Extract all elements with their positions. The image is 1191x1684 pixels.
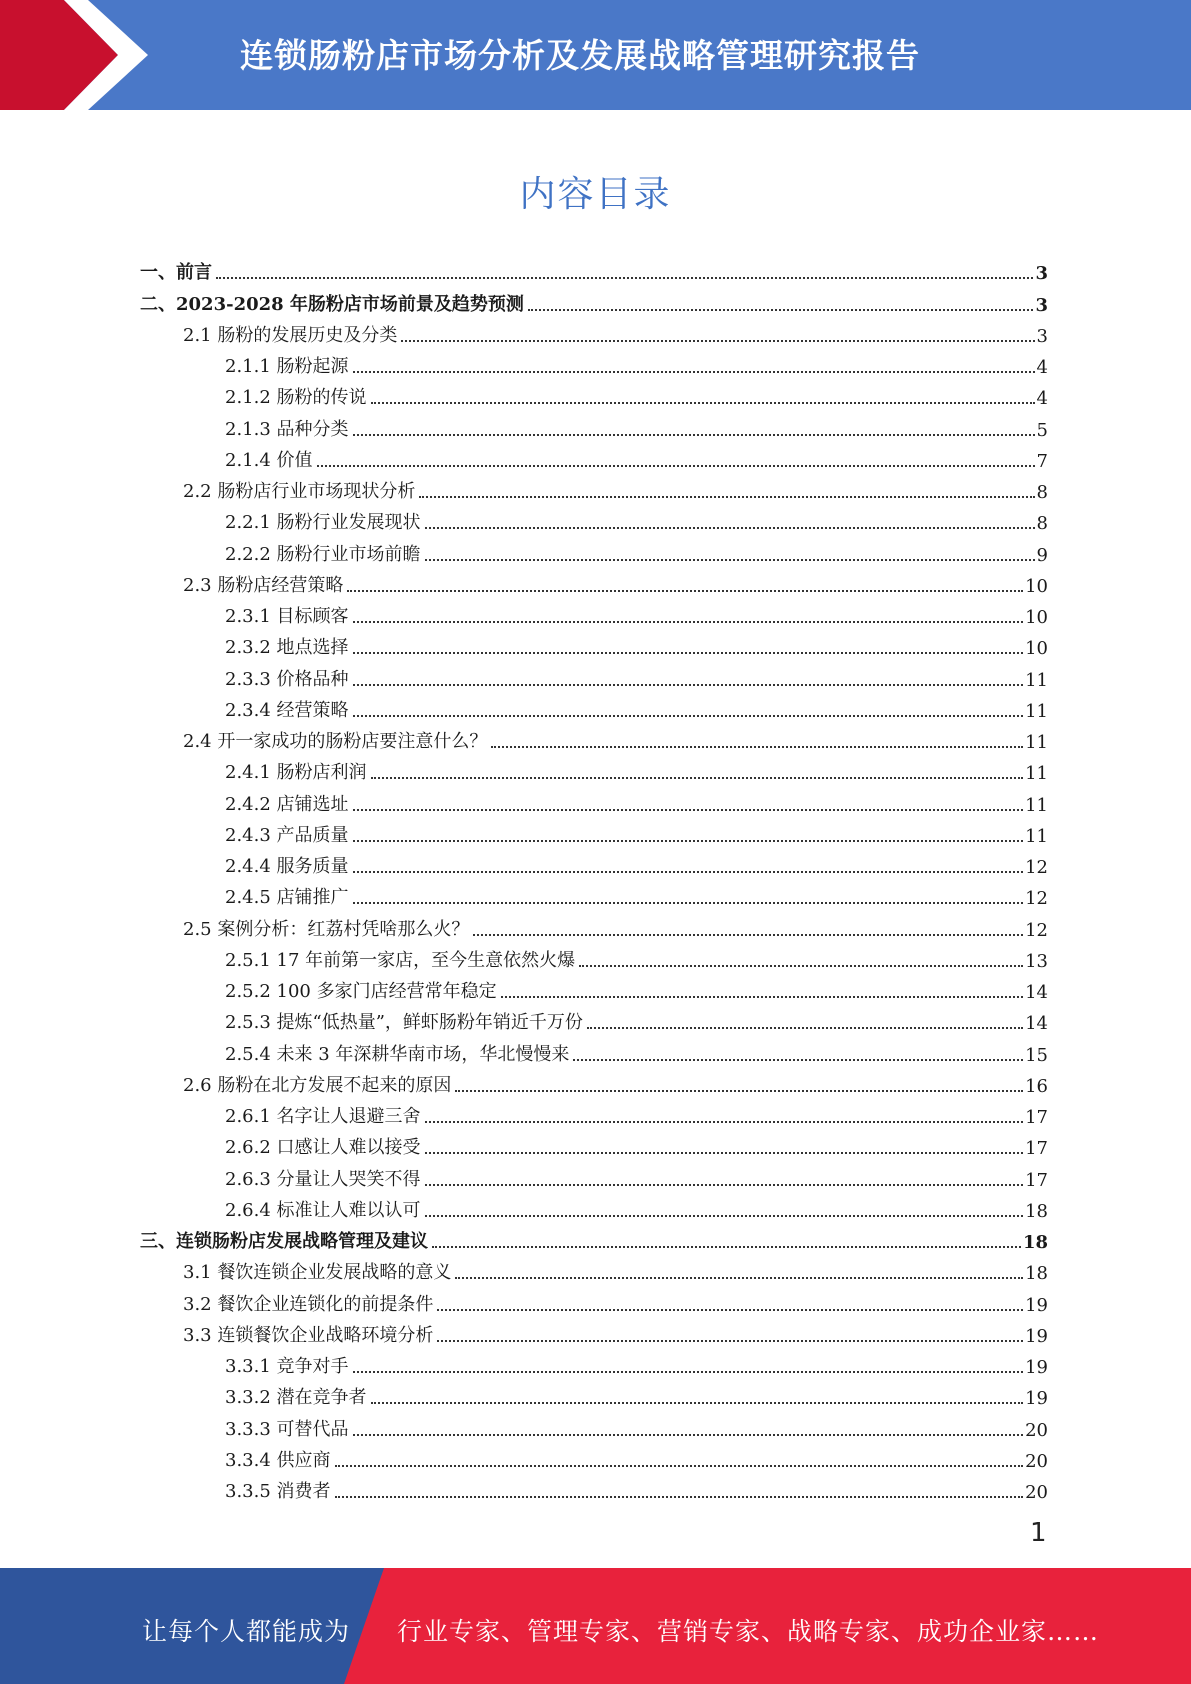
toc-entry-page: 3 <box>1035 294 1048 316</box>
toc-entry-page: 20 <box>1025 1419 1048 1441</box>
toc-entry[interactable] <box>140 1284 1048 1315</box>
toc-entry[interactable] <box>140 784 1048 815</box>
toc-dot-leader <box>353 434 1035 436</box>
toc-dot-leader <box>353 840 1024 842</box>
toc-dot-leader <box>353 809 1024 811</box>
toc-dot-leader <box>437 1340 1023 1342</box>
toc-entry-label: 2.1.4 价值 <box>225 449 313 471</box>
toc-entry[interactable] <box>140 1347 1048 1378</box>
toc-entry-label: 2.1.3 品种分类 <box>225 418 349 440</box>
toc-entry-page: 12 <box>1025 857 1048 878</box>
toc-entry[interactable] <box>140 378 1048 409</box>
toc-entry-label: 2.3.4 经营策略 <box>225 699 349 721</box>
toc-entry-label: 2.5.4 未来 3 年深耕华南市场，华北慢慢来 <box>225 1043 570 1065</box>
toc-entry[interactable] <box>140 1441 1048 1472</box>
toc-dot-leader <box>347 590 1023 592</box>
toc-entry-page: 18 <box>1022 1232 1048 1253</box>
toc-entry[interactable] <box>140 1253 1048 1284</box>
toc-entry-page: 11 <box>1025 794 1048 816</box>
header-banner <box>0 0 1191 110</box>
toc-entry-label: 2.4.1 肠粉店利润 <box>225 762 367 784</box>
toc-entry-page: 8 <box>1036 513 1048 535</box>
toc-entry-page: 11 <box>1025 763 1048 785</box>
toc-entry[interactable] <box>140 753 1048 784</box>
toc-entry-label: 2.5.2 100 多家门店经营常年稳定 <box>225 981 497 1002</box>
toc-dot-leader <box>587 1027 1023 1029</box>
toc-entry-label: 2.6 肠粉在北方发展不起来的原因 <box>183 1074 452 1096</box>
toc-entry[interactable] <box>140 1066 1048 1097</box>
toc-entry-page: 10 <box>1025 607 1048 628</box>
toc-entry-label: 2.4.2 店铺选址 <box>225 793 349 815</box>
toc-entry-page: 4 <box>1036 388 1048 410</box>
toc-entry-page: 16 <box>1025 1075 1048 1097</box>
toc-entry[interactable] <box>140 659 1048 690</box>
toc-entry-page: 4 <box>1036 357 1048 378</box>
toc-entry[interactable] <box>140 1003 1048 1034</box>
toc-entry[interactable] <box>140 1097 1048 1128</box>
toc-entry[interactable] <box>140 1034 1048 1065</box>
toc-dot-leader <box>401 340 1034 342</box>
toc-entry-page: 3 <box>1035 263 1048 285</box>
toc-entry[interactable] <box>140 472 1048 503</box>
toc-dot-leader <box>432 1246 1021 1248</box>
toc-entry-page: 11 <box>1025 825 1048 847</box>
toc-dot-leader <box>317 465 1035 467</box>
toc-entry[interactable] <box>140 909 1048 940</box>
footer-banner <box>0 1568 1191 1684</box>
report-title: 连锁肠粉店市场分析及发展战略管理研究报告 <box>240 36 920 75</box>
toc-entry[interactable] <box>140 534 1048 565</box>
toc-entry-page: 10 <box>1025 638 1048 660</box>
toc-entry-label: 3.3 连锁餐饮企业战略环境分析 <box>183 1324 434 1346</box>
toc-entry-page: 17 <box>1025 1107 1048 1128</box>
toc-entry-page: 10 <box>1025 575 1048 597</box>
toc-entry-label: 2.4 开一家成功的肠粉店要注意什么？ <box>183 731 488 752</box>
toc-dot-leader <box>491 746 1023 748</box>
toc-entry-label: 2.5.3 提炼“低热量”，鲜虾肠粉年销近千万份 <box>225 1012 583 1034</box>
toc-entry[interactable] <box>140 722 1048 753</box>
toc-entry-label: 2.3.1 目标顾客 <box>225 606 349 627</box>
toc-dot-leader <box>335 1465 1024 1467</box>
toc-entry-label: 2.5.1 17 年前第一家店，至今生意依然火爆 <box>225 949 576 971</box>
toc-dot-leader <box>353 902 1024 904</box>
toc-dot-leader <box>353 371 1035 373</box>
toc-dot-leader <box>437 1309 1023 1311</box>
toc-entry-label: 2.4.4 服务质量 <box>225 856 349 877</box>
toc-entry-page: 20 <box>1025 1450 1048 1472</box>
toc-dot-leader <box>425 1215 1024 1217</box>
toc-entry-page: 18 <box>1025 1263 1048 1285</box>
toc-entry[interactable] <box>140 1472 1048 1503</box>
toc-entry-label: 2.3 肠粉店经营策略 <box>183 574 344 596</box>
toc-entry-label: 3.2 餐饮企业连锁化的前提条件 <box>183 1293 434 1315</box>
toc-dot-leader <box>353 1371 1024 1373</box>
toc-entry[interactable] <box>140 878 1048 909</box>
toc-heading: 内容目录 <box>519 174 672 215</box>
toc-entry[interactable] <box>140 847 1048 878</box>
toc-entry[interactable] <box>140 972 1048 1003</box>
toc-dot-leader <box>353 621 1024 623</box>
toc-entry-page: 12 <box>1025 888 1048 910</box>
toc-entry-label: 3.3.1 竞争对手 <box>225 1356 349 1377</box>
toc-entry-label: 二、2023-2028 年肠粉店市场前景及趋势预测 <box>140 293 524 315</box>
toc-dot-leader <box>371 402 1035 404</box>
toc-entry-page: 19 <box>1025 1388 1048 1410</box>
toc-entry-label: 2.4.3 产品质量 <box>225 824 349 846</box>
toc-entry-page: 14 <box>1025 982 1048 1003</box>
toc-entry[interactable] <box>140 1159 1048 1190</box>
toc-entry-label: 一、前言 <box>140 262 212 284</box>
header-chevron-logo <box>0 0 160 110</box>
toc-entry-label: 2.1.1 肠粉起源 <box>225 356 349 377</box>
toc-dot-leader <box>353 652 1024 654</box>
toc-dot-leader <box>473 934 1023 936</box>
toc-dot-leader <box>353 871 1024 873</box>
toc-dot-leader <box>579 965 1023 967</box>
toc-entry-page: 11 <box>1025 732 1048 753</box>
toc-entry-page: 7 <box>1036 450 1048 472</box>
toc-entry-page: 5 <box>1036 419 1048 441</box>
toc-entry-label: 3.3.2 潜在竞争者 <box>225 1387 367 1409</box>
toc-entry-page: 20 <box>1025 1482 1048 1503</box>
toc-entry[interactable] <box>140 566 1048 597</box>
toc-dot-leader <box>353 684 1024 686</box>
toc-entry-label: 3.3.4 供应商 <box>225 1449 331 1471</box>
toc-entry-label: 2.3.2 地点选择 <box>225 637 349 659</box>
toc-entry[interactable] <box>140 816 1048 847</box>
page-number: 1 <box>1030 1518 1047 1548</box>
toc-entry-page: 15 <box>1025 1044 1048 1066</box>
toc-dot-leader <box>425 1152 1024 1154</box>
toc-entry-page: 8 <box>1036 482 1048 503</box>
toc-dot-leader <box>419 496 1034 498</box>
toc-entry[interactable] <box>140 1409 1048 1440</box>
toc-entry-page: 19 <box>1025 1294 1048 1316</box>
toc-entry-label: 2.3.3 价格品种 <box>225 668 349 690</box>
toc-entry[interactable] <box>140 503 1048 534</box>
toc-entry-page: 3 <box>1036 325 1048 347</box>
toc-dot-leader <box>371 1402 1024 1404</box>
toc-entry-page: 17 <box>1025 1138 1048 1160</box>
toc-entry-page: 11 <box>1025 700 1048 722</box>
toc-dot-leader <box>216 277 1033 279</box>
toc-entry[interactable] <box>140 1378 1048 1409</box>
toc-dot-leader <box>425 1121 1024 1123</box>
toc-dot-leader <box>455 1090 1023 1092</box>
toc-entry-label: 2.2.2 肠粉行业市场前瞻 <box>225 543 421 565</box>
toc-entry-label: 2.4.5 店铺推广 <box>225 887 349 909</box>
table-of-contents <box>140 253 1048 1503</box>
toc-entry-label: 3.3.5 消费者 <box>225 1481 331 1502</box>
toc-entry-page: 9 <box>1036 544 1048 566</box>
toc-dot-leader <box>353 1434 1024 1436</box>
footer-slogan-right: 行业专家、管理专家、营销专家、战略专家、成功企业家…… <box>397 1617 1100 1646</box>
toc-entry[interactable] <box>140 628 1048 659</box>
toc-entry-label: 2.6.3 分量让人哭笑不得 <box>225 1168 421 1190</box>
toc-entry-label: 三、连锁肠粉店发展战略管理及建议 <box>140 1231 428 1252</box>
toc-entry-label: 2.6.1 名字让人退避三舍 <box>225 1106 421 1127</box>
toc-entry[interactable] <box>140 441 1048 472</box>
toc-dot-leader <box>335 1496 1024 1498</box>
toc-entry[interactable] <box>140 409 1048 440</box>
toc-entry-label: 3.1 餐饮连锁企业发展战略的意义 <box>183 1262 452 1284</box>
toc-entry[interactable] <box>140 1191 1048 1222</box>
toc-entry-label: 2.2 肠粉店行业市场现状分析 <box>183 481 416 502</box>
toc-entry-page: 19 <box>1025 1357 1048 1378</box>
toc-dot-leader <box>528 309 1034 311</box>
toc-entry[interactable] <box>140 1316 1048 1347</box>
toc-dot-leader <box>425 527 1035 529</box>
toc-entry-label: 2.1.2 肠粉的传说 <box>225 387 367 409</box>
toc-dot-leader <box>425 1184 1024 1186</box>
toc-dot-leader <box>455 1277 1023 1279</box>
toc-entry[interactable] <box>140 316 1048 347</box>
toc-entry[interactable] <box>140 1222 1048 1253</box>
toc-entry[interactable] <box>140 284 1048 315</box>
toc-entry-label: 2.6.2 口感让人难以接受 <box>225 1137 421 1159</box>
toc-entry-label: 2.2.1 肠粉行业发展现状 <box>225 512 421 534</box>
toc-entry-label: 3.3.3 可替代品 <box>225 1418 349 1440</box>
toc-dot-leader <box>501 996 1023 998</box>
toc-entry-label: 2.1 肠粉的发展历史及分类 <box>183 324 398 346</box>
toc-dot-leader <box>371 777 1024 779</box>
toc-entry[interactable] <box>140 1128 1048 1159</box>
toc-entry[interactable] <box>140 253 1048 284</box>
toc-entry-page: 19 <box>1025 1325 1048 1347</box>
toc-entry-page: 12 <box>1025 919 1048 941</box>
toc-dot-leader <box>573 1059 1023 1061</box>
toc-entry-page: 17 <box>1025 1169 1048 1191</box>
toc-dot-leader <box>425 559 1035 561</box>
footer-slogan-left: 让每个人都能成为 <box>142 1617 351 1646</box>
toc-dot-leader <box>353 715 1024 717</box>
toc-entry-page: 18 <box>1025 1200 1048 1222</box>
toc-entry-page: 11 <box>1025 669 1048 691</box>
toc-entry-label: 2.5 案例分析：红荔村凭啥那么火？ <box>183 918 470 940</box>
toc-entry[interactable] <box>140 691 1048 722</box>
toc-entry-page: 13 <box>1025 950 1048 972</box>
toc-entry[interactable] <box>140 597 1048 628</box>
toc-entry-label: 2.6.4 标准让人难以认可 <box>225 1199 421 1221</box>
toc-entry[interactable] <box>140 941 1048 972</box>
toc-entry-page: 14 <box>1025 1013 1048 1035</box>
toc-entry[interactable] <box>140 347 1048 378</box>
